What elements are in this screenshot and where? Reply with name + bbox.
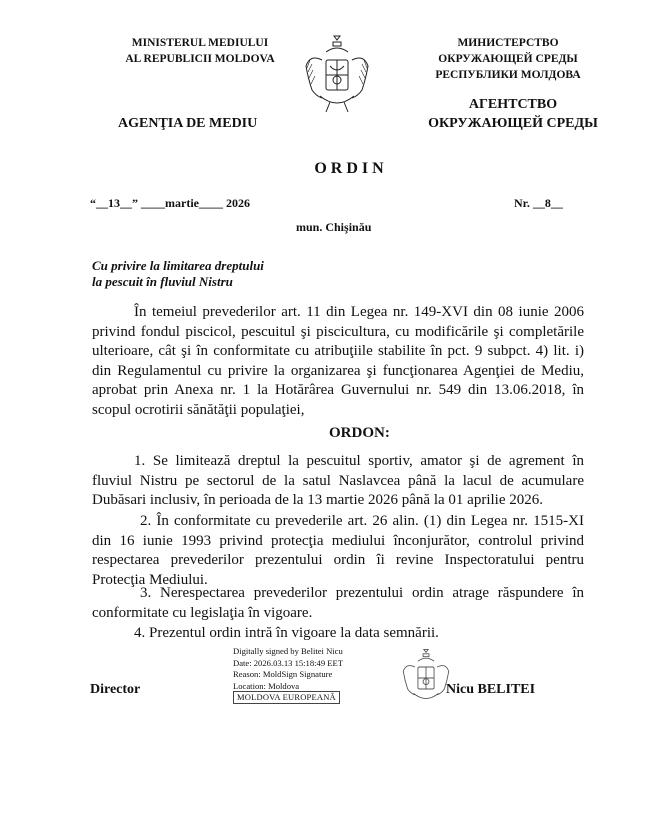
signatory-name: Nicu BELITEI	[446, 682, 536, 697]
coat-of-arms-icon	[302, 30, 372, 120]
signature-role: Director	[90, 682, 141, 697]
order-subject: Cu privire la limitarea dreptului la pescuit în fluviul Nistru	[92, 258, 264, 289]
digital-signature-info: Digitally signed by Belitei Nicu Date: 2026.03.13 15:18:49 EET Reason: MoldSign Signature Location: Moldova	[233, 646, 344, 691]
order-number: Nr. __8__	[514, 196, 563, 210]
order-item-4: 4. Prezentul ordin intră în vigoare la data semnării.	[134, 625, 439, 641]
agency-name-ro: AGENŢIA DE MEDIU	[118, 116, 258, 131]
signature-badge: MOLDOVA EUROPEANĂ	[233, 691, 340, 704]
page-title: O R D I N	[314, 160, 384, 177]
ordon-heading: ORDON:	[329, 425, 390, 441]
place: mun. Chişinău	[296, 220, 372, 234]
intro-paragraph: În temeiul prevederilor art. 11 din Legea nr. 149-XVI din 08 iunie 2006 privind fondul piscicol, pescuitul şi piscicultura, cu modificările şi completările ulterioare, cât şi în conformitate cu atribuţiile stabilite în pct. 9 subpct. 4) lit. i) din Regulamentul cu privire la organizarea şi funcţionarea Agenţiei de Mediu, aprobat prin Anexa nr. 1 la Hotărârea Guvernului nr. 549 din 13.06.2018, în scopul ocrotirii sănătăţii populaţiei,	[92, 304, 584, 418]
order-item-1: 1. Se limitează dreptul la pescuitul sportiv, amator şi de agrement în fluviul Nistru pe sectorul de la satul Naslavcea până la lacul de acumulare Dubăsari inclusiv, în perioada de la 13 martie 2026 până la 01 aprilie 2026.	[92, 453, 584, 509]
signature-seal-icon	[400, 645, 452, 711]
ministry-name-ro: MINISTERUL MEDIULUI AL REPUBLICII MOLDOVA	[125, 37, 275, 65]
order-item-3: 3. Nerespectarea prevederilor prezentului ordin atrage răspundere în conformitate cu legislaţia în vigoare.	[92, 585, 584, 621]
ministry-name-ru: МИНИСТЕРСТВО ОКРУЖАЮЩЕЙ СРЕДЫ РЕСПУБЛИКИ МОЛДОВА	[435, 37, 581, 81]
agency-name-ru: АГЕНТСТВО ОКРУЖАЮЩЕЙ СРЕДЫ	[428, 97, 598, 131]
order-item-2: 2. În conformitate cu prevederile art. 26 alin. (1) din Legea nr. 1515-XI din 16 iunie 1993 privind protecţia mediului înconjurător, controlul privind respectarea prevederilor prezentului ordin îi revine Inspectoratului pentru Protecţia Mediului.	[92, 513, 584, 588]
order-date: “__13__” ____martie____ 2026	[90, 196, 250, 210]
